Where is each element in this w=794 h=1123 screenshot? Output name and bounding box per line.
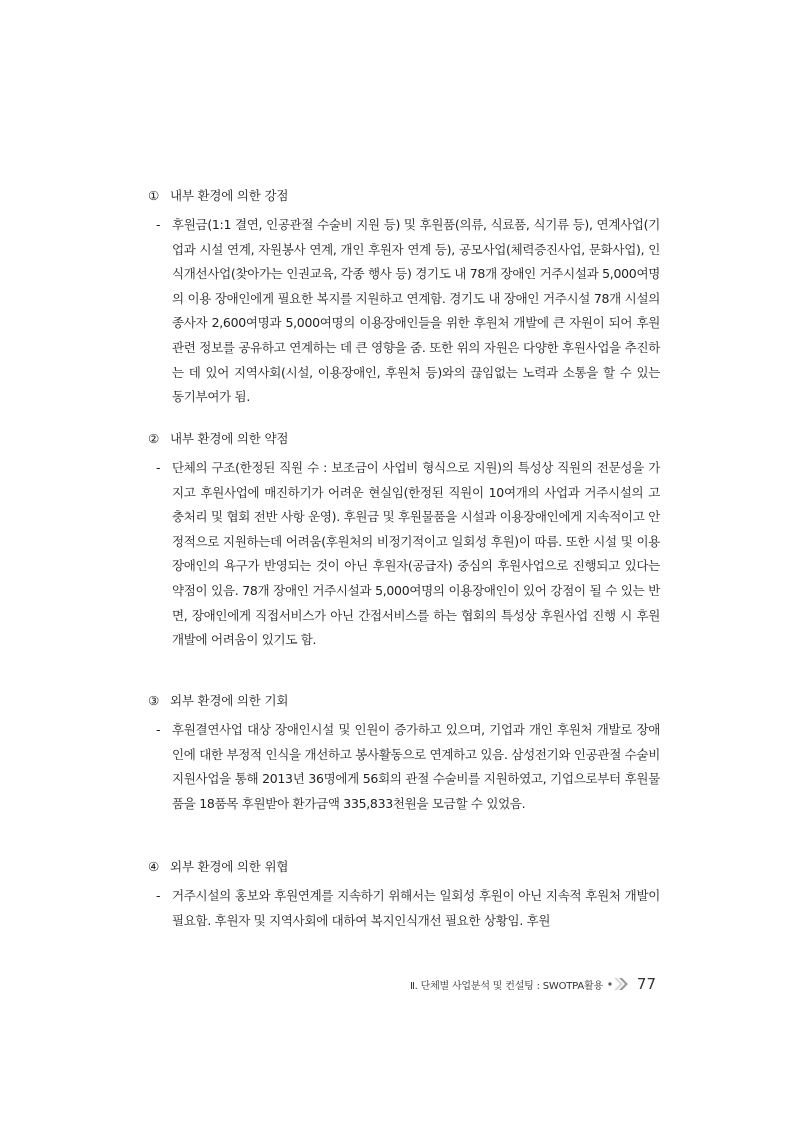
page-number: 77 xyxy=(636,975,656,993)
page-footer xyxy=(410,972,656,996)
bullet-dash: - xyxy=(156,460,161,475)
section-title: 외부 환경에 의한 위협 xyxy=(170,859,289,874)
paragraph-text: 후원결연사업 대상 장애인시설 및 인원이 증가하고 있으며, 기업과 개인 후원처 개발로 장애인에 대한 부정적 인식을 개선하고 봉사활동으로 연계하고 있음. 삼성전기와 인공관절 수술비 지원사업을 통해 2013년 36명에게 56회의 관절 수술비를 지원하였고, 기업으로부터 후원물품을 18품목 후원받아 환가금액 335,833천원을 모금할 수 있었음. xyxy=(172,722,660,811)
section-internal-weaknesses xyxy=(148,428,660,653)
section-heading xyxy=(148,185,660,207)
paragraph-text: 거주시설의 홍보와 후원연계를 지속하기 위해서는 일회성 후원이 아닌 지속적 후원처 개발이 필요함. 후원자 및 지역사회에 대하여 복지인식개선 필요한 상황임. 후원 xyxy=(172,888,660,928)
section-number: ① xyxy=(148,188,160,203)
section-number: ④ xyxy=(148,859,160,874)
section-number: ③ xyxy=(148,693,160,708)
section-external-opportunities xyxy=(148,690,660,816)
paragraph-text: 단체의 구조(한정된 직원 수 : 보조금이 사업비 형식으로 지원)의 특성상 직원의 전문성을 가지고 후원사업에 매진하기가 어려운 현실임(한정된 직원이 10여개의 사업과 거주시설의 고충처리 및 협회 전반 사항 운영). 후원금 및 후원물품을 시설과 이용장애인에게 지속적이고 안정적으로 지원하는데 어려움(후원처의 비정기적이고 일회성 후원)이 따름. 또한 시설 및 이용 장애인의 욕구가 반영되는 것이 아닌 후원자(공급자) 중심의 후원사업으로 진행되고 있다는 약점이 있음. 78개 장애인 거주시설과 5,000여명의 이용장애인이 있어 강점이 될 수 있는 반면, 장애인에게 직접서비스가 아닌 간접서비스를 하는 협회의 특성상 후원사업 진행 시 후원개발에 어려움이 있기도 함. xyxy=(172,460,661,648)
section-heading xyxy=(148,690,660,712)
section-heading xyxy=(148,856,660,878)
section-paragraph xyxy=(148,718,660,816)
section-paragraph xyxy=(148,456,660,653)
section-internal-strengths xyxy=(148,185,660,410)
section-title: 내부 환경에 의한 강점 xyxy=(170,188,289,203)
running-footer-title: Ⅱ. 단체별 사업분석 및 컨설팅 : SWOTPA활용 xyxy=(409,980,603,992)
paragraph-text: 후원금(1:1 결연, 인공관절 수술비 지원 등) 및 후원품(의류, 식료품, 식기류 등), 연계사업(기업과 시설 연계, 자원봉사 연계, 개인 후원자 연계 등), 공모사업(체력증진사업, 문화사업), 인식개선사업(찾아가는 인권교육, 각종 행사 등) 경기도 내 78개 장애인 거주시설과 5,000여명의 이용 장애인에게 필요한 복지를 지원하고 연계함. 경기도 내 장애인 거주시설 78개 시설의 종사자 2,600여명과 5,000여명의 이용장애인들을 위한 후원처 개발에 큰 자원이 되어 후원관련 정보를 공유하고 연계하는 데 큰 영향을 줌. 또한 위의 자원은 다양한 후원사업을 추진하는 데 있어 지역사회(시설, 이용장애인, 후원처 등)와의 끊임없는 노력과 소통을 할 수 있는 동기부여가 됨. xyxy=(172,217,660,405)
bullet-dash: - xyxy=(156,888,161,903)
section-number: ② xyxy=(148,431,160,446)
chevron-arrow-icon xyxy=(607,976,631,992)
section-title: 외부 환경에 의한 기회 xyxy=(170,693,289,708)
section-title: 내부 환경에 의한 약점 xyxy=(170,431,289,446)
bullet-dash: - xyxy=(156,217,161,232)
bullet-dash: - xyxy=(156,722,161,737)
section-paragraph xyxy=(148,884,660,933)
section-external-threats xyxy=(148,856,660,933)
section-heading xyxy=(148,428,660,450)
section-paragraph xyxy=(148,213,660,410)
